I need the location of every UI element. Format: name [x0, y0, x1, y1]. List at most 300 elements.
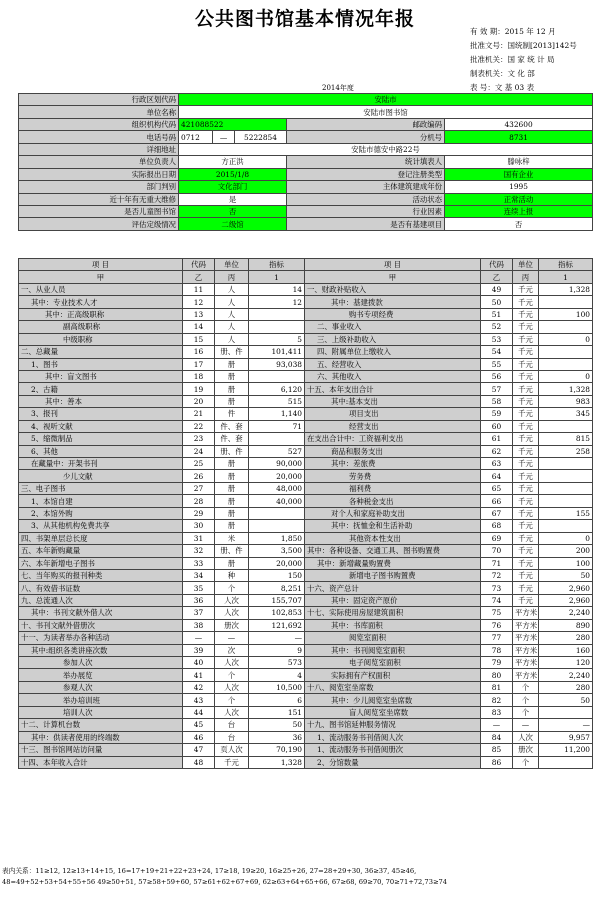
info-label: 部门判别 — [19, 181, 179, 193]
item-unit: 册 — [215, 395, 249, 407]
item-value: 36 — [249, 731, 305, 743]
item-label: 其中：书库面积 — [305, 619, 481, 631]
item-value: 90,000 — [249, 458, 305, 470]
note-line-2: 48=49+52+53+54+55+56 49≥50+51, 57≥58+59+60, 57≥61+62+67+69, 62≥63+64+65+66, 67≥68, 69≥70, 70≥71+72,73≥74 — [2, 878, 448, 886]
item-code: 54 — [481, 346, 513, 358]
item-code: 60 — [481, 420, 513, 432]
item-value — [539, 296, 593, 308]
item-code: 27 — [183, 482, 215, 494]
item-unit: 千元 — [513, 308, 539, 320]
info-label: 评估定级情况 — [19, 218, 179, 230]
item-unit: 千元 — [513, 433, 539, 445]
item-unit: 千元 — [513, 557, 539, 569]
info-value: 连续上报 — [445, 205, 593, 217]
item-label: 1、流动服务书刊借阅册次 — [305, 744, 481, 756]
table-row — [19, 756, 593, 768]
item-unit: — — [513, 719, 539, 731]
item-value: 10,500 — [249, 681, 305, 693]
item-label: 盲人阅览室坐席数 — [305, 706, 481, 718]
item-value: 258 — [539, 445, 593, 457]
item-code: 44 — [183, 706, 215, 718]
item-unit: 册次 — [215, 619, 249, 631]
item-label: 二、事业收入 — [305, 321, 481, 333]
table-row — [19, 507, 593, 519]
info-label: 行政区划代码 — [19, 94, 179, 106]
item-label: 十九、图书馆延伸服务情况 — [305, 719, 481, 731]
info-label: 单位负责人 — [19, 156, 179, 168]
item-code: 25 — [183, 458, 215, 470]
table-row — [19, 520, 593, 532]
item-label: 其中：固定资产原价 — [305, 594, 481, 606]
item-unit: 千元 — [513, 321, 539, 333]
item-code: 50 — [481, 296, 513, 308]
info-label: 详细地址 — [19, 143, 179, 155]
basic-info-table — [18, 93, 593, 231]
info-value: 1995 — [445, 181, 593, 193]
info-label: 行业因素 — [287, 205, 445, 217]
column-header: 代码 — [183, 259, 215, 271]
column-header: 代码 — [481, 259, 513, 271]
item-code: 19 — [183, 383, 215, 395]
item-unit: 千元 — [513, 594, 539, 606]
item-label: 十二、计算机台数 — [19, 719, 183, 731]
info-value: 否 — [445, 218, 593, 230]
column-header: 丙 — [215, 271, 249, 283]
item-unit: 次 — [215, 644, 249, 656]
table-row — [19, 395, 593, 407]
item-code: 42 — [183, 681, 215, 693]
item-label: 参加人次 — [19, 657, 183, 669]
item-code: 65 — [481, 482, 513, 494]
item-code: 82 — [481, 694, 513, 706]
info-value: 国有企业 — [445, 168, 593, 180]
info-row — [19, 106, 593, 118]
meta-label: 表 号： — [470, 83, 495, 92]
item-unit: 册、件 — [215, 346, 249, 358]
item-code: 22 — [183, 420, 215, 432]
table-row — [19, 445, 593, 457]
info-value: 5222854 — [235, 131, 287, 143]
item-label: 在藏量中：开架书刊 — [19, 458, 183, 470]
item-value: 50 — [249, 719, 305, 731]
item-value: 160 — [539, 644, 593, 656]
meta-line — [470, 26, 606, 38]
item-label: 三、电子图书 — [19, 482, 183, 494]
item-unit: 人 — [215, 296, 249, 308]
info-label: 活动状态 — [287, 193, 445, 205]
item-value: 2,240 — [539, 607, 593, 619]
item-value — [249, 507, 305, 519]
table-row — [19, 470, 593, 482]
table-row — [19, 644, 593, 656]
info-label: 实际报出日期 — [19, 168, 179, 180]
item-code: 32 — [183, 545, 215, 557]
item-unit: 人 — [215, 283, 249, 295]
item-code: 15 — [183, 333, 215, 345]
column-header: 项 目 — [305, 259, 481, 271]
info-row — [19, 218, 593, 230]
table-row — [19, 545, 593, 557]
item-unit: 人次 — [215, 594, 249, 606]
item-code: 72 — [481, 569, 513, 581]
item-code: 59 — [481, 408, 513, 420]
item-label: 其中：善本 — [19, 395, 183, 407]
info-label: 统计填表人 — [287, 156, 445, 168]
table-row — [19, 383, 593, 395]
item-unit: 册 — [215, 495, 249, 507]
item-label: 2、分馆数量 — [305, 756, 481, 768]
item-value: 1,328 — [539, 383, 593, 395]
item-unit: 台 — [215, 719, 249, 731]
info-label: 近十年有无重大维修 — [19, 193, 179, 205]
item-unit: 千元 — [513, 296, 539, 308]
item-label: 十三、图书馆网站访问量 — [19, 744, 183, 756]
item-label: 其中：少儿阅览室坐席数 — [305, 694, 481, 706]
item-value: 50 — [539, 569, 593, 581]
meta-label: 批准文号： — [470, 41, 508, 50]
item-unit: 册 — [215, 370, 249, 382]
item-code: 52 — [481, 321, 513, 333]
column-header: 甲 — [305, 271, 481, 283]
item-label: 十、书刊文献外借册次 — [19, 619, 183, 631]
item-unit: 千元 — [513, 408, 539, 420]
info-label: 是否儿童图书馆 — [19, 205, 179, 217]
info-value: 文化部门 — [179, 181, 287, 193]
item-value — [539, 420, 593, 432]
meta-line — [470, 82, 606, 94]
table-row — [19, 408, 593, 420]
item-value — [249, 520, 305, 532]
item-code: — — [481, 719, 513, 731]
item-unit: 件、套 — [215, 433, 249, 445]
item-code: 78 — [481, 644, 513, 656]
item-code: 11 — [183, 283, 215, 295]
item-code: 56 — [481, 370, 513, 382]
table-row — [19, 346, 593, 358]
item-label: 其中：供读者使用的终端数 — [19, 731, 183, 743]
item-label: 四、附属单位上缴收入 — [305, 346, 481, 358]
item-code: 76 — [481, 619, 513, 631]
item-code: 16 — [183, 346, 215, 358]
table-row — [19, 333, 593, 345]
item-code: 41 — [183, 669, 215, 681]
item-code: 21 — [183, 408, 215, 420]
meta-value: 2015 年 12 月 — [504, 27, 556, 36]
item-label: 其中：正高级职称 — [19, 308, 183, 320]
table-row — [19, 744, 593, 756]
item-unit: 千元 — [513, 520, 539, 532]
item-value — [249, 370, 305, 382]
item-unit: 个 — [215, 669, 249, 681]
subheader-row — [19, 271, 593, 283]
item-value: 0 — [539, 333, 593, 345]
item-label: 举办培训班 — [19, 694, 183, 706]
item-code: 51 — [481, 308, 513, 320]
item-unit: 人次 — [215, 681, 249, 693]
item-value: 155 — [539, 507, 593, 519]
item-label: 十六、资产总计 — [305, 582, 481, 594]
info-label: 电话号码 — [19, 131, 179, 143]
item-value: 11,200 — [539, 744, 593, 756]
item-unit: 册 — [215, 520, 249, 532]
item-unit: 人 — [215, 333, 249, 345]
item-value: 151 — [249, 706, 305, 718]
item-label: 参观人次 — [19, 681, 183, 693]
item-code: 28 — [183, 495, 215, 507]
table-row — [19, 370, 593, 382]
item-value: 102,853 — [249, 607, 305, 619]
info-label: 登记注册类型 — [287, 168, 445, 180]
item-unit: 千元 — [513, 420, 539, 432]
item-value: 4 — [249, 669, 305, 681]
item-value: 6,120 — [249, 383, 305, 395]
item-code: 43 — [183, 694, 215, 706]
item-label: 八、有效借书证数 — [19, 582, 183, 594]
item-code: — — [183, 632, 215, 644]
note-line-1: 表内关系：11≥12, 12≥13+14+15, 16=17+19+21+22+23+24, 17≥18, 19≥20, 16≥25+26, 27=28+29+30, 36≥37, 45≥46, — [2, 867, 417, 875]
item-code: 26 — [183, 470, 215, 482]
item-label: 3、报刊 — [19, 408, 183, 420]
item-value — [539, 458, 593, 470]
item-label: 新增电子图书购置费 — [305, 569, 481, 581]
item-label: 1、流动服务书刊借阅人次 — [305, 731, 481, 743]
item-value: 515 — [249, 395, 305, 407]
info-value: 正常活动 — [445, 193, 593, 205]
meta-value: 文 化 部 — [507, 69, 535, 78]
item-code: 14 — [183, 321, 215, 333]
item-code: 49 — [481, 283, 513, 295]
item-value: 280 — [539, 632, 593, 644]
info-value: 滕咏梓 — [445, 156, 593, 168]
item-label: 电子阅览室面积 — [305, 657, 481, 669]
item-code: 68 — [481, 520, 513, 532]
item-value: 983 — [539, 395, 593, 407]
table-row — [19, 669, 593, 681]
item-unit: 千元 — [513, 445, 539, 457]
report-title: 公共图书馆基本情况年报 — [194, 8, 415, 30]
table-row — [19, 607, 593, 619]
column-header: 项 目 — [19, 259, 183, 271]
item-unit: 千元 — [513, 370, 539, 382]
column-header: 指标 — [539, 259, 593, 271]
item-value: 121,692 — [249, 619, 305, 631]
item-label: 二、总藏量 — [19, 346, 183, 358]
item-unit: 册 — [215, 458, 249, 470]
item-unit: 册、件 — [215, 445, 249, 457]
item-unit: 人 — [215, 308, 249, 320]
table-row — [19, 532, 593, 544]
table-row — [19, 283, 593, 295]
info-value: 安陆市图书馆 — [179, 106, 593, 118]
item-label: 十七、实际使用房屋建筑面积 — [305, 607, 481, 619]
info-value: 432600 — [445, 118, 593, 130]
item-unit: 千元 — [513, 470, 539, 482]
column-header: 1 — [539, 271, 593, 283]
item-code: 20 — [183, 395, 215, 407]
item-label: 其中：新增藏量购置费 — [305, 557, 481, 569]
meta-label: 有 效 期： — [470, 27, 505, 36]
table-row — [19, 706, 593, 718]
item-value: 527 — [249, 445, 305, 457]
table-relations-note — [2, 866, 608, 888]
item-code: 66 — [481, 495, 513, 507]
meta-value: 国 家 统 计 局 — [507, 55, 555, 64]
info-row — [19, 205, 593, 217]
item-value: 12 — [249, 296, 305, 308]
item-label: 五、经营收入 — [305, 358, 481, 370]
table-row — [19, 594, 593, 606]
item-code: 31 — [183, 532, 215, 544]
item-unit: 个 — [215, 694, 249, 706]
info-row — [19, 131, 593, 143]
item-label: 经营支出 — [305, 420, 481, 432]
item-value — [249, 433, 305, 445]
item-value: 8,251 — [249, 582, 305, 594]
item-value — [539, 520, 593, 532]
item-value: 815 — [539, 433, 593, 445]
table-row — [19, 296, 593, 308]
item-value: 155,707 — [249, 594, 305, 606]
table-row — [19, 458, 593, 470]
item-label: 购书专项经费 — [305, 308, 481, 320]
item-code: 81 — [481, 681, 513, 693]
item-unit: 册、件 — [215, 545, 249, 557]
info-row — [19, 181, 593, 193]
item-code: 55 — [481, 358, 513, 370]
info-value: 二级馆 — [179, 218, 287, 230]
item-value: 120 — [539, 657, 593, 669]
item-value: 71 — [249, 420, 305, 432]
info-value: 方正洪 — [179, 156, 287, 168]
item-code: 71 — [481, 557, 513, 569]
item-value — [249, 321, 305, 333]
item-value: 9,957 — [539, 731, 593, 743]
item-label: 一、从业人员 — [19, 283, 183, 295]
column-header: 单位 — [215, 259, 249, 271]
item-value: 3,500 — [249, 545, 305, 557]
item-label: 对个人和家庭补助支出 — [305, 507, 481, 519]
item-unit: 件、套 — [215, 420, 249, 432]
item-label: 其中：基建拨款 — [305, 296, 481, 308]
item-code: 13 — [183, 308, 215, 320]
item-label: 4、视听文献 — [19, 420, 183, 432]
item-code: 48 — [183, 756, 215, 768]
report-year: 2014年度 — [322, 84, 354, 92]
item-value — [539, 346, 593, 358]
column-header: 乙 — [481, 271, 513, 283]
item-value: 100 — [539, 557, 593, 569]
info-value: 8731 — [445, 131, 593, 143]
info-value: 是 — [179, 193, 287, 205]
meta-label: 制表机关： — [470, 69, 508, 78]
item-code: 77 — [481, 632, 513, 644]
item-code: 84 — [481, 731, 513, 743]
item-code: 67 — [481, 507, 513, 519]
info-label: 组织机构代码 — [19, 118, 179, 130]
table-row — [19, 433, 593, 445]
item-code: 62 — [481, 445, 513, 457]
item-label: 1、本馆自建 — [19, 495, 183, 507]
item-value: 9 — [249, 644, 305, 656]
item-unit: 千元 — [513, 582, 539, 594]
item-value — [539, 482, 593, 494]
item-unit: 千元 — [513, 358, 539, 370]
meta-line — [470, 68, 606, 80]
item-code: 29 — [183, 507, 215, 519]
item-unit: 册 — [215, 470, 249, 482]
item-value — [539, 706, 593, 718]
item-unit: 米 — [215, 532, 249, 544]
item-value — [539, 470, 593, 482]
item-label: 实际拥有产权面积 — [305, 669, 481, 681]
item-code: 18 — [183, 370, 215, 382]
table-row — [19, 731, 593, 743]
item-label: 其中：盲文图书 — [19, 370, 183, 382]
item-code: 35 — [183, 582, 215, 594]
item-value — [539, 321, 593, 333]
item-value: 70,190 — [249, 744, 305, 756]
item-code: 30 — [183, 520, 215, 532]
item-code: 79 — [481, 657, 513, 669]
item-value: 101,411 — [249, 346, 305, 358]
item-label: 其中:组织各类讲座次数 — [19, 644, 183, 656]
item-unit: 千元 — [513, 383, 539, 395]
item-label: 其中：书刊阅览室面积 — [305, 644, 481, 656]
item-value — [539, 495, 593, 507]
item-code: 75 — [481, 607, 513, 619]
info-row — [19, 118, 593, 130]
item-label: 副高级职称 — [19, 321, 183, 333]
info-value: 421088522 — [179, 118, 287, 130]
meta-label: 批准机关： — [470, 55, 508, 64]
info-label: 是否有基建项目 — [287, 218, 445, 230]
item-unit: 册 — [215, 383, 249, 395]
item-unit: 个 — [513, 706, 539, 718]
item-label: 十四、本年收入合计 — [19, 756, 183, 768]
item-label: 一、财政补贴收入 — [305, 283, 481, 295]
item-value: — — [249, 632, 305, 644]
item-unit: — — [215, 632, 249, 644]
column-header: 单位 — [513, 259, 539, 271]
item-label: 2、本馆外购 — [19, 507, 183, 519]
item-value: 280 — [539, 681, 593, 693]
meta-line — [470, 40, 606, 52]
item-label: 六、其他收入 — [305, 370, 481, 382]
item-label: 2、古籍 — [19, 383, 183, 395]
item-label: 其中：各种设备、交通工具、图书购置费 — [305, 545, 481, 557]
item-unit: 平方米 — [513, 632, 539, 644]
item-label: 3、从其他机构免费共享 — [19, 520, 183, 532]
meta-value: 国统制[2013]142号 — [507, 41, 577, 50]
item-code: 40 — [183, 657, 215, 669]
header-row — [19, 259, 593, 271]
item-label: 福利费 — [305, 482, 481, 494]
item-label: 在支出合计中：工资福利支出 — [305, 433, 481, 445]
item-label: 五、本年新购藏量 — [19, 545, 183, 557]
item-unit: 个 — [513, 694, 539, 706]
info-label: 单位名称 — [19, 106, 179, 118]
item-value: 345 — [539, 408, 593, 420]
item-unit: 千元 — [513, 458, 539, 470]
item-label: 其中：差旅费 — [305, 458, 481, 470]
info-label: 分机号 — [287, 131, 445, 143]
item-unit: 千元 — [513, 395, 539, 407]
item-label: 1、图书 — [19, 358, 183, 370]
item-code: 80 — [481, 669, 513, 681]
item-value: 2,960 — [539, 582, 593, 594]
item-unit: 千元 — [513, 333, 539, 345]
item-code: 46 — [183, 731, 215, 743]
